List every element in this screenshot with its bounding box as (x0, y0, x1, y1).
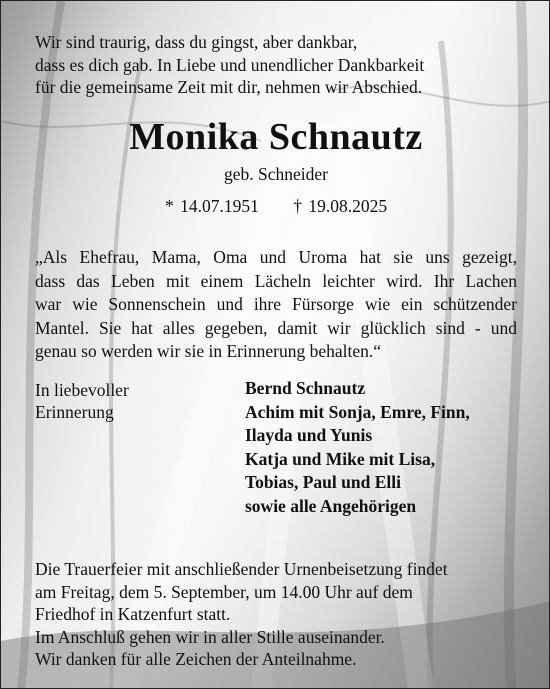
death-date: † 19.08.2025 (293, 196, 388, 216)
memory-label (35, 379, 129, 423)
mourner-line: Bernd Schnautz (245, 378, 366, 398)
intro-line: dass es dich gab. In Liebe und unendlicher Dankbarkeit (35, 54, 425, 75)
birth-date: * 14.07.1951 (164, 196, 259, 216)
quote-line: „Als Ehefrau, Mama, Oma und Uroma hat sie uns gezeigt, (35, 247, 517, 267)
quote-line: genau so werden wir sie in Erinnerung behalten.“ (35, 341, 381, 361)
mourner-line: Tobias, Paul und Elli (245, 472, 401, 492)
quote-line: war wie Sonnenschein und ihre Fürsorge wie ein schützender (35, 294, 517, 314)
birth-name: geb. Schneider (224, 164, 328, 184)
quote-line: Mantel. Sie hat alles gegeben, damit wir glücklich sind - und (35, 317, 517, 338)
memory-line: In liebevoller (35, 380, 129, 400)
intro-text (35, 31, 515, 99)
mourner-line: sowie alle Angehörigen (245, 495, 417, 516)
deceased-name: Monika Schnautz (129, 116, 423, 158)
mourner-line: Katja und Mike mit Lisa, (245, 448, 436, 469)
intro-line: für die gemeinsame Zeit mit dir, nehmen wir Abschied. (35, 77, 423, 97)
ceremony-line: Wir danken für alle Zeichen der Anteilnahme. (35, 649, 357, 669)
memory-line: Erinnerung (35, 402, 114, 422)
mourner-line: Achim mit Sonja, Emre, Finn, (245, 401, 470, 422)
mourners-list (245, 377, 470, 518)
intro-line: Wir sind traurig, dass du gingst, aber dankbar, (35, 32, 358, 52)
quote-line: dass das Leben mit einem Lächeln leichter wird. Ihr Lachen (35, 270, 517, 291)
mourner-line: Ilayda und Yunis (245, 425, 373, 445)
ceremony-line: am Freitag, dem 5. September, um 14.00 Uhr auf dem (35, 581, 413, 602)
ceremony-line: Im Anschluß gehen wir in aller Stille auseinander. (35, 626, 385, 647)
ceremony-info (35, 558, 515, 671)
notice-content (1, 1, 550, 689)
ceremony-line: Die Trauerfeier mit anschließender Urnenbeisetzung findet (35, 559, 448, 579)
ceremony-line: Friedhof in Katzenfurt statt. (35, 604, 231, 624)
quote-text (35, 246, 517, 364)
life-dates (1, 196, 550, 217)
